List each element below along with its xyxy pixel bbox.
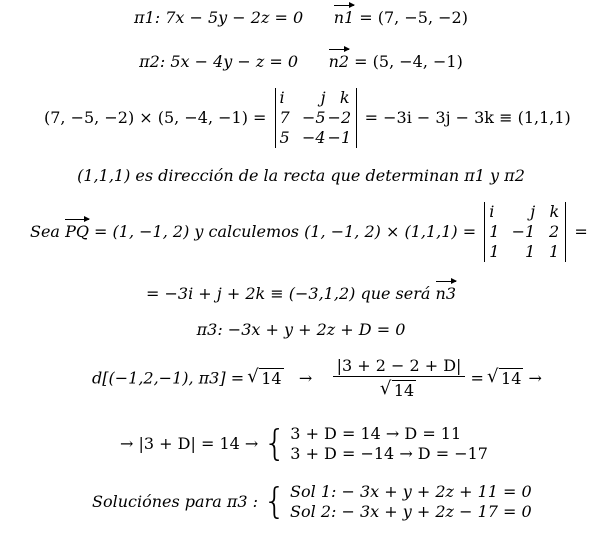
det1-cell: i [279, 88, 285, 107]
sqrt-14-b-radicand: 14 [501, 368, 522, 388]
result-line [0, 284, 602, 304]
det1-cell: −5 [301, 108, 326, 127]
determinant-2 [484, 202, 566, 262]
distance-fraction [333, 356, 466, 401]
det2-row [489, 222, 561, 242]
det1-row [280, 88, 352, 108]
distance-equation [92, 356, 602, 401]
normal-vector-n2: n2 [328, 52, 350, 71]
solution-2: Sol 2: − 3x + y + 2z − 17 = 0 [290, 502, 532, 521]
det2-cell: k [549, 202, 560, 221]
plane1-equation: π1: 7x − 5y − 2z = 0 [134, 8, 304, 27]
det1-cell: k [339, 88, 350, 107]
sqrt-14-a-radicand: 14 [261, 368, 282, 388]
case-2: 3 + D = −14 → D = −17 [290, 444, 488, 463]
plane1-line [0, 8, 602, 28]
det2-cell: 2 [549, 222, 560, 241]
distance-lhs: d[(−1,2,−1), π3] = [92, 368, 245, 388]
det1-cell: −1 [327, 128, 352, 147]
sqrt-14-den-radicand: 14 [393, 381, 415, 400]
solutions-label: Soluciónes para π3 : [92, 492, 259, 511]
cross-product-2 [30, 202, 600, 262]
cross1-lhs: (7, −5, −2) × (5, −4, −1) = [44, 108, 267, 127]
plane3-equation: π3: −3x + y + 2z + D = 0 [196, 320, 406, 339]
det1-cell: 5 [279, 128, 290, 147]
det2-cell: −1 [511, 222, 536, 241]
solution-lines [290, 482, 532, 522]
plane2-line [0, 52, 602, 72]
det1-cell: −2 [327, 108, 352, 127]
fraction-numerator: |3 + 2 − 2 + D| [333, 356, 466, 377]
cross2-lhs: = (1, −1, 2) y calculemos (1, −1, 2) × (1,1,1) = [94, 222, 477, 241]
sqrt-14-den [382, 381, 416, 401]
solutions [92, 482, 600, 522]
result-text: = −3i + j + 2k ≡ (−3,1,2) que será [146, 284, 431, 303]
det1-cell: j [320, 88, 326, 107]
equals-sign: = [470, 368, 484, 388]
normal-vector-n2-value: = (5, −4, −1) [354, 52, 463, 71]
det2-cell: 1 [489, 242, 500, 261]
det1-cell: −4 [301, 128, 326, 147]
det1-row [280, 108, 352, 128]
plane2-equation: π2: 5x − 4y − z = 0 [139, 52, 299, 71]
det1-row [280, 128, 352, 148]
arrow-1: → [298, 368, 313, 388]
det1-cell: 7 [279, 108, 290, 127]
absolute-value-cases [120, 424, 600, 464]
cross2-rhs: = [574, 222, 588, 241]
det2-cell: 1 [489, 222, 500, 241]
solution-1: Sol 1: − 3x + y + 2z + 11 = 0 [290, 482, 532, 501]
det2-row [489, 242, 561, 262]
det2-row [489, 202, 561, 222]
case-system [263, 424, 488, 464]
cross1-rhs: = −3i − 3j − 3k ≡ (1,1,1) [364, 108, 571, 127]
vector-pq: PQ [65, 222, 89, 241]
sqrt-14-a [249, 369, 283, 389]
left-brace: { [263, 423, 287, 464]
absolute-lhs: → |3 + D| = 14 → [120, 434, 259, 453]
direction-statement: (1,1,1) es dirección de la recta que determinan π1 y π2 [77, 166, 525, 185]
normal-vector-n3: n3 [435, 284, 456, 303]
sqrt-14-b [489, 369, 523, 389]
left-brace: { [263, 481, 287, 522]
case-1: 3 + D = 14 → D = 11 [290, 424, 462, 443]
det2-cell: i [489, 202, 495, 221]
det2-cell: j [530, 202, 536, 221]
arrow-2: → [528, 368, 542, 388]
sea-label: Sea [30, 222, 60, 241]
cross-product-1 [44, 88, 602, 148]
case-lines [290, 424, 488, 464]
normal-vector-n1: n1 [333, 8, 355, 27]
det2-cell: 1 [549, 242, 560, 261]
normal-vector-n1-value: = (7, −5, −2) [359, 8, 468, 27]
det2-cell: 1 [525, 242, 536, 261]
solutions-system [263, 482, 532, 522]
determinant-1 [275, 88, 357, 148]
fraction-denominator [333, 377, 466, 401]
